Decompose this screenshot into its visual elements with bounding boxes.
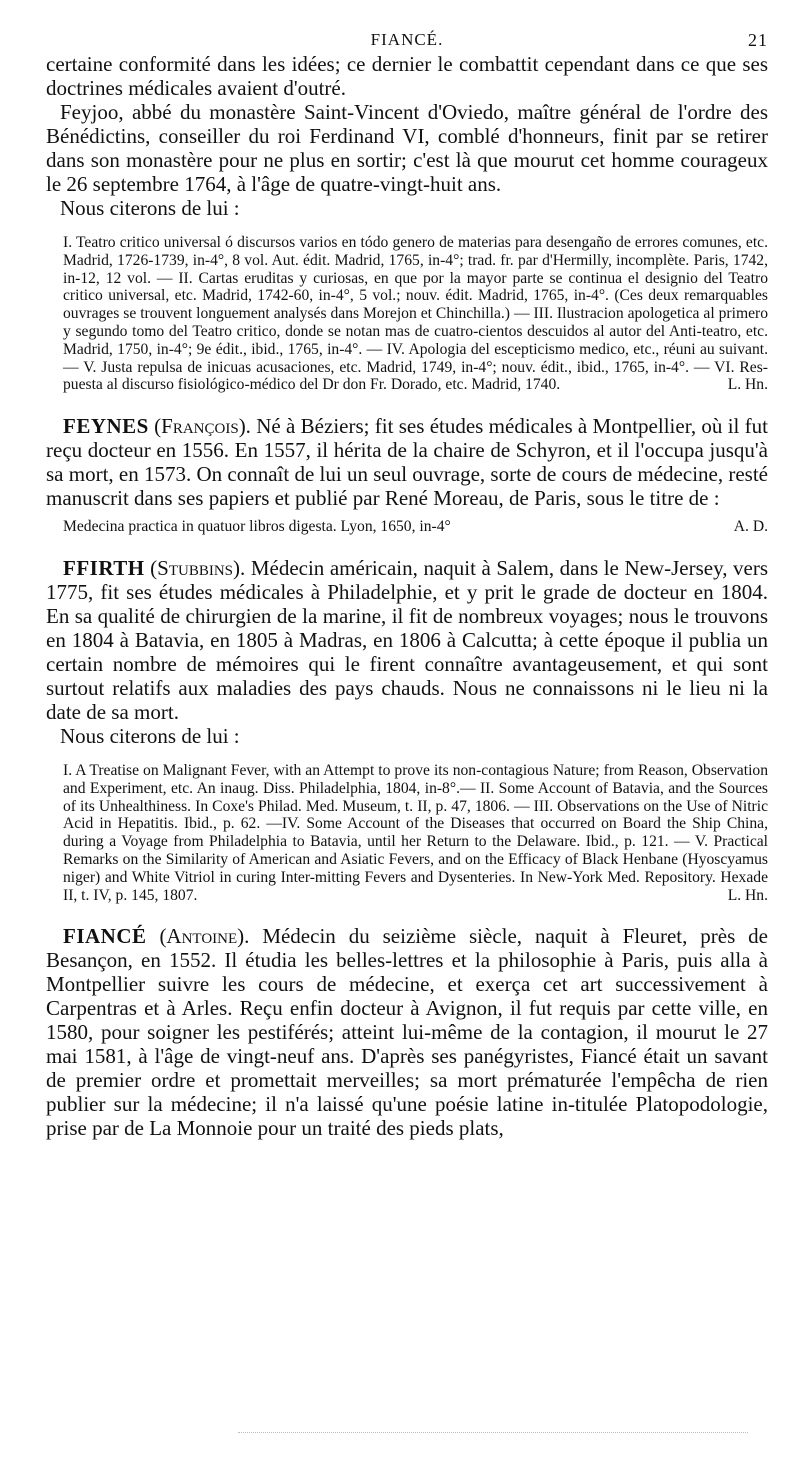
bibliography-text: I. A Treatise on Malignant Fever, with an Attempt to prove its non-contagious Nature; from Reason, Observation and Experiment, etc. An inaug. Diss. Philadelphia, 1804, in-8°.— II. Some Account of Batavia, and the Sources of its Unhealthiness. In Coxe's Philad. Med. Museum, t. II, p. 47, 1806. — III. Observations on the Use of Nitric Acid in Hepatitis. Ibid., p. 62. —IV. Some Account of the Diseases that occurred on Board the Ship China, during a Voyage from Philadelphia to Batavia, until her Return to the Delaware. Ibid., p. 121. — V. Practical Remarks on the Similarity of American and Asiatic Fevers, and on the Efficacy of Black Henbane (Hyoscyamus niger) and White Vitriol in curing Inter-mitting Fevers and Dysenteries. In New-York Med. Repository. Hexade II, t. IV, p. 145, 1807. — [63, 761, 768, 904]
bibliography-feynes — [46, 518, 768, 536]
entry-ffirth — [46, 556, 768, 724]
entry-forename: (François). — [154, 414, 251, 439]
bibliography-text: Medecina practica in quatuor libros digesta. Lyon, 1650, in-4° — [63, 518, 451, 536]
paragraph-feyjoo-life: Feyjoo, abbé du monastère Saint-Vincent d'Oviedo, maître général de l'ordre des Bénédictins, conseiller du roi Ferdinand VI, comblé d'honneurs, finit par se retirer dans son monastère pour ne plus en sortir; c'est là que mourut cet homme courageux le 26 septembre 1764, à l'âge de quatre-vingt-huit ans. — [46, 100, 768, 196]
bibliography-text: I. Teatro critico universal ó discursos varios en tódo genero de materias para desengaño de errores comunes, etc. Madrid, 1726-1739, in-4°, 8 vol. Aut. édit. Madrid, 1765, in-4°; trad. fr. par d'Hermilly, incomplète. Paris, 1742, in-12, 12 vol. — II. Cartas eruditas y curiosas, en que por la mayor parte se continua el designio del Teatro critico universal, etc. Madrid, 1742-60, in-4°, 5 vol.; nouv. édit. Madrid, 1765, in-4°. (Ces deux remarquables ouvrages se trouvent longuement analysés dans Morejon et Chinchilla.) — III. Ilustracion apologetica al primero y segundo tomo del Teatro critico, donde se notan mas de cuatro-cientos descuidos al autor del Anti-teatro, etc. Madrid, 1750, in-4°; 9e édit., ibid., 1765, in-4°. — IV. Apologia del escepticismo medico, etc., réuni au suivant. — V. Justa repulsa de inicuas acusaciones, etc. Madrid, 1749, in-4°; nouv. édit., ibid., 1765, in-4°. — VI. Res-puesta al discurso fisiológico-médico del Dr don Fr. Dorado, etc. Madrid, 1740. — [63, 234, 768, 394]
entry-feynes — [46, 414, 768, 510]
author-signature: A. D. — [733, 518, 768, 536]
bibliography-feyjoo — [46, 234, 768, 394]
page-number: 21 — [748, 30, 768, 50]
author-signature: L. Hn. — [727, 376, 768, 394]
entry-forename: (Stubbins). — [150, 555, 246, 580]
dictionary-page — [46, 26, 768, 1140]
entry-text: Né à Béziers; fit ses études médicales à Montpellier, où il fut reçu docteur en 1556. En 1557, il hérita de la chaire de Schyron, et il l'occupa jusqu'à sa mort, en 1573. On connaît de lui un seul ouvrage, sorte de cours de médecine, resté manuscrit dans ses papiers et publié par René Moreau, de Paris, sous le titre de : — [46, 414, 769, 511]
citation-intro: Nous citerons de lui : — [60, 723, 240, 748]
running-title: FIANCÉ. — [370, 30, 444, 49]
paragraph-continuation: certaine conformité dans les idées; ce dernier le combattit cependant dans ce que ses doctrines médicales avaient d'outré. — [46, 52, 768, 100]
bibliography-ffirth — [46, 762, 768, 904]
entry-fiance — [46, 924, 768, 1140]
footer-rule — [238, 1432, 748, 1433]
running-header — [46, 26, 768, 52]
entry-forename: (Antoine). — [159, 924, 250, 949]
citation-intro: Nous citerons de lui : — [60, 196, 240, 220]
entry-text: Médecin américain, naquit à Salem, dans le New-Jersey, vers 1775, fit ses études médicales à Philadelphie, et y prit le grade de docteur en 1804. En sa qualité de chirurgien de la marine, il fit de nombreux voyages; nous le trouvons en 1804 à Batavia, en 1805 à Madras, en 1806 à Calcutta; à cette époque il publia un certain nombre de mémoires qui le firent connaître avantageusement, et qui sont surtout relatifs aux maladies des pays chauds. Nous ne connaissons ni le lieu ni la date de sa mort. — [46, 555, 768, 724]
entry-headword: FIANCÉ — [63, 924, 147, 949]
entry-headword: FEYNES — [63, 414, 149, 439]
entry-text: Médecin du seizième siècle, naquit à Fleuret, près de Besançon, en 1552. Il étudia les belles-lettres et la philosophie à Paris, puis alla à Montpellier suivre les cours de médecine, et exerça cet art successivement à Carpentras et à Arles. Reçu enfin docteur à Avignon, il fut requis par cette ville, en 1580, pour soigner les pestiférés; atteint lui-même de la contagion, il mourut le 27 mai 1581, à l'âge de vingt-neuf ans. D'après ses panégyristes, Fiancé était un savant de premier ordre et promettait merveilles; sa mort prématurée l'empêcha de rien publier sur la médecine; il n'a laissé qu'une poésie latine in-titulée Platopodologie, prise par de La Monnoie pour un traité des pieds plats, — [46, 924, 768, 1141]
entry-headword: FFIRTH — [63, 555, 145, 580]
author-signature: L. Hn. — [727, 886, 768, 904]
